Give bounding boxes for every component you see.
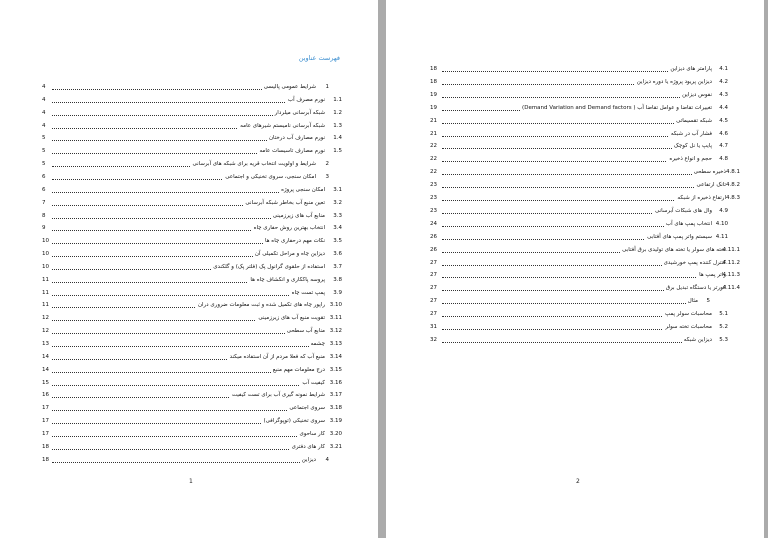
dot-leader bbox=[442, 148, 708, 149]
toc-entry-text: مثال bbox=[687, 298, 698, 305]
toc-page-number: 27 bbox=[430, 298, 437, 305]
toc-page-number: 5 bbox=[42, 135, 46, 142]
page-number: 2 bbox=[576, 478, 580, 485]
toc-entry[interactable] bbox=[386, 103, 764, 113]
toc-entry-number: 2 bbox=[325, 161, 329, 168]
toc-entry-text: انتخاب بهترین روش حفاری چاه bbox=[253, 225, 325, 232]
toc-page-number: 12 bbox=[42, 328, 49, 335]
toc-page-number: 17 bbox=[42, 405, 49, 412]
toc-entry[interactable] bbox=[0, 455, 378, 465]
toc-entry-number: 3.14 bbox=[329, 353, 342, 360]
toc-entry-text: سیستم واتر پمپ های آفتابی bbox=[647, 233, 712, 240]
toc-page-number: 5 bbox=[42, 161, 46, 168]
toc-page-number: 23 bbox=[430, 182, 437, 189]
toc-entry-text: سروی اجتماعی bbox=[289, 405, 325, 412]
toc-entry[interactable] bbox=[386, 129, 764, 139]
toc-entry-text: انورتر یا دستگاه تبدیل برق bbox=[665, 285, 726, 292]
page-number: 1 bbox=[189, 478, 193, 485]
toc-entry-text: امکان سنجی پروژه bbox=[281, 186, 325, 193]
dot-leader bbox=[52, 385, 321, 386]
toc-entry[interactable] bbox=[386, 167, 764, 177]
toc-entry-number: 3.20 bbox=[329, 430, 342, 437]
toc-entry[interactable] bbox=[386, 322, 764, 332]
toc-entry[interactable] bbox=[0, 211, 378, 221]
dot-leader bbox=[442, 174, 722, 175]
dot-leader bbox=[52, 436, 321, 437]
toc-entry-number: 4.6 bbox=[719, 130, 728, 137]
toc-entry-number: 4.8.1 bbox=[726, 169, 740, 176]
toc-entry[interactable] bbox=[0, 146, 378, 156]
toc-page-number: 22 bbox=[430, 143, 437, 150]
toc-entry-number: 4.11.4 bbox=[722, 285, 740, 292]
toc-entry-number: 5.3 bbox=[719, 336, 728, 343]
dot-leader bbox=[442, 303, 694, 304]
toc-entry[interactable] bbox=[0, 121, 378, 131]
toc-entry-number: 3.18 bbox=[329, 405, 342, 412]
toc-entry-number: 3.17 bbox=[329, 392, 342, 399]
toc-entry[interactable] bbox=[0, 442, 378, 452]
toc-entry-number: 5.2 bbox=[719, 324, 728, 330]
toc-entry-number: 3.6 bbox=[333, 251, 342, 258]
toc-entry-number: 3 bbox=[325, 173, 329, 180]
toc-page-number: 7 bbox=[42, 199, 46, 206]
toc-entry-number: 4.11 bbox=[715, 233, 728, 240]
toc-entry-text: شرایط عمومی پالیسی bbox=[263, 84, 316, 90]
toc-entry-text: پارامتر های دیزاین bbox=[670, 66, 712, 72]
toc-entry[interactable] bbox=[0, 198, 378, 208]
toc-page-number: 26 bbox=[430, 246, 437, 253]
toc-entry[interactable] bbox=[0, 108, 378, 118]
toc-entry[interactable] bbox=[386, 258, 764, 268]
toc-page-number: 26 bbox=[430, 233, 437, 240]
dot-leader bbox=[52, 410, 321, 411]
toc-entry[interactable] bbox=[386, 90, 764, 100]
toc-page-number: 11 bbox=[42, 276, 49, 283]
toc-entry-text: پروسه پاککاری و انکشاف چاه ها bbox=[250, 276, 325, 283]
toc-page-number: 17 bbox=[42, 418, 49, 425]
toc-entry-number: 4.2 bbox=[719, 78, 728, 85]
toc-entry-number: 3.7 bbox=[333, 263, 342, 270]
toc-entry-number: 4.7 bbox=[719, 143, 728, 150]
toc-entry[interactable] bbox=[0, 288, 378, 298]
toc-entry-number: 4.8.2 bbox=[726, 182, 740, 189]
toc-entry-number: 3.15 bbox=[329, 366, 342, 373]
toc-entry-number: 1.3 bbox=[333, 122, 342, 129]
dot-leader bbox=[52, 462, 312, 463]
toc-entry-number: 4.1 bbox=[719, 66, 728, 72]
dot-leader bbox=[52, 333, 321, 334]
toc-page-number: 4 bbox=[42, 96, 46, 103]
toc-title: فهرست عناوین bbox=[298, 54, 340, 62]
toc-entry-number: 4.11.3 bbox=[722, 272, 740, 279]
toc-entry-text: محاسبات تخته سولر bbox=[665, 324, 712, 330]
toc-page-number: 5 bbox=[42, 148, 46, 155]
toc-page-number: 14 bbox=[42, 366, 49, 373]
toc-entry[interactable] bbox=[386, 154, 764, 164]
toc-entry-text: واتر پمپ ها bbox=[699, 272, 726, 279]
toc-entry[interactable] bbox=[0, 172, 378, 182]
toc-entry-number: 1.1 bbox=[333, 96, 342, 103]
toc-entry-number: 1.5 bbox=[333, 148, 342, 155]
toc-entry-text: شبکه تقسیماتی bbox=[676, 117, 712, 124]
toc-entry[interactable] bbox=[386, 141, 764, 151]
dot-leader bbox=[442, 187, 722, 188]
toc-entry-number: 4 bbox=[325, 456, 329, 463]
toc-page-number: 17 bbox=[42, 430, 49, 437]
toc-entry[interactable] bbox=[386, 296, 764, 306]
toc-entry-text: کار های دفتری bbox=[291, 443, 325, 450]
toc-entry[interactable] bbox=[386, 77, 764, 87]
toc-page-number: 4 bbox=[42, 122, 46, 129]
toc-entry-text: نورم مصرف آب bbox=[287, 96, 325, 103]
toc-page-number: 23 bbox=[430, 195, 437, 201]
toc-entry[interactable] bbox=[386, 219, 764, 229]
toc-entry-text: تقویت منبع آب های زیرزمینی bbox=[258, 315, 325, 322]
toc-page-number: 31 bbox=[430, 324, 437, 330]
toc-entry-number: 3.13 bbox=[329, 341, 342, 347]
toc-entry-text: درج معلومات مهم منبع bbox=[272, 366, 325, 373]
dot-leader bbox=[442, 277, 722, 278]
toc-entry-text: پمپ تست چاه bbox=[291, 289, 325, 296]
toc-page-number: 18 bbox=[42, 443, 49, 450]
toc-entry-number: 4.4 bbox=[719, 104, 728, 111]
toc-page-number: 19 bbox=[430, 91, 437, 98]
toc-entry[interactable] bbox=[0, 223, 378, 233]
toc-entry-number: 3.19 bbox=[329, 418, 342, 425]
toc-page-number: 21 bbox=[430, 117, 437, 124]
toc-entry-number: 3.21 bbox=[329, 443, 342, 450]
toc-page-number: 27 bbox=[430, 272, 437, 279]
toc-page-number: 22 bbox=[430, 169, 437, 176]
toc-entry[interactable] bbox=[386, 64, 764, 74]
toc-page-number: 6 bbox=[42, 186, 46, 193]
toc-entry-number: 1.4 bbox=[333, 135, 342, 142]
toc-entry[interactable] bbox=[386, 245, 764, 255]
toc-entry[interactable] bbox=[0, 236, 378, 246]
toc-entry-text: تغییرات تقاضا و عوامل تقاضا آب ( Demand Variation and Demand factors) bbox=[522, 104, 712, 111]
toc-entries bbox=[386, 0, 764, 538]
toc-entry-number: 3.11 bbox=[329, 315, 342, 322]
toc-entry-text: ذخیره سطحی bbox=[693, 169, 726, 176]
document-page-1 bbox=[0, 0, 378, 538]
toc-entry[interactable] bbox=[0, 249, 378, 259]
toc-entry-text: منبع آب که فعلا مردم از آن استفاده میکند bbox=[229, 353, 325, 360]
toc-page-number: 8 bbox=[42, 212, 46, 219]
toc-page-number: 4 bbox=[42, 84, 46, 90]
toc-entry-text: کیفیت آب bbox=[302, 379, 325, 386]
toc-entry-text: نورم مصارف آب درختان bbox=[268, 135, 325, 142]
toc-page-number: 27 bbox=[430, 285, 437, 292]
toc-entry-number: 3.1 bbox=[333, 186, 342, 193]
toc-entry-number: 4.11.1 bbox=[722, 246, 740, 253]
toc-entry-number: 4.8.3 bbox=[726, 195, 740, 201]
toc-entry[interactable] bbox=[0, 326, 378, 336]
toc-page-number: 27 bbox=[430, 311, 437, 318]
toc-entry[interactable] bbox=[0, 275, 378, 285]
toc-page-number: 10 bbox=[42, 238, 49, 245]
toc-entry[interactable] bbox=[386, 270, 764, 280]
toc-entry-text: نورم مصارف تاسیسات عامه bbox=[259, 148, 325, 155]
toc-entry[interactable] bbox=[0, 95, 378, 105]
toc-entry-text: شبکه آبرسانی میلردار bbox=[274, 109, 325, 116]
document-page-2 bbox=[386, 0, 764, 538]
toc-entry-text: وال های شبکات آبرسانی bbox=[655, 207, 712, 214]
toc-entry-text: دیزاین bbox=[301, 456, 316, 463]
toc-page-number: 18 bbox=[430, 78, 437, 85]
toc-entry[interactable] bbox=[386, 116, 764, 126]
toc-page-number: 4 bbox=[42, 109, 46, 116]
toc-entry-number: 4.3 bbox=[719, 91, 728, 98]
toc-entry[interactable] bbox=[0, 403, 378, 413]
dot-leader bbox=[442, 342, 708, 343]
toc-entry-text: چشمه bbox=[310, 341, 325, 347]
toc-entry-text: حجم و انواع ذخیره bbox=[669, 156, 712, 163]
toc-entry-number: 3.12 bbox=[329, 328, 342, 335]
toc-entry-text: راپور چاه های تکمیل شده و ثبت معلومات ضروری دران bbox=[197, 302, 325, 309]
toc-entry-number: 1.2 bbox=[333, 109, 342, 116]
toc-entry-text: استفاده از حلقوی گرانول پک (فلتر پک) و گلکندی bbox=[213, 263, 325, 270]
toc-page-number: 12 bbox=[42, 315, 49, 322]
toc-entry[interactable] bbox=[0, 378, 378, 388]
toc-entry[interactable] bbox=[386, 335, 764, 345]
toc-page-number: 27 bbox=[430, 259, 437, 266]
toc-entry[interactable] bbox=[0, 429, 378, 439]
toc-entry-number: 5.1 bbox=[719, 311, 728, 318]
toc-entry-text: منابع آب های زیرزمینی bbox=[272, 212, 325, 219]
toc-page-number: 10 bbox=[42, 263, 49, 270]
toc-page-number: 9 bbox=[42, 225, 46, 232]
toc-entry-text: نکات مهم درحفاری چاه ها bbox=[264, 238, 325, 245]
dot-leader bbox=[52, 346, 321, 347]
toc-entry-text: دیزاین چاه و مراحل تکمیلی آن bbox=[254, 251, 325, 258]
toc-entry-text: دیزاین پریود پروژه یا دوره دیزاین bbox=[636, 78, 712, 85]
toc-entry-text: شرایط نمونه گیری آب برای تست کیفیت bbox=[231, 392, 325, 399]
toc-entry-number: 3.9 bbox=[333, 289, 342, 296]
dot-leader bbox=[52, 102, 321, 103]
toc-entry-number: 4.9 bbox=[719, 207, 728, 214]
toc-entry[interactable] bbox=[0, 185, 378, 195]
toc-entry-number: 4.5 bbox=[719, 117, 728, 124]
toc-entry-text: فشار آب در شبکه bbox=[670, 130, 712, 137]
toc-entry-number: 4.8 bbox=[719, 156, 728, 163]
toc-page-number: 18 bbox=[430, 66, 437, 72]
toc-entry[interactable] bbox=[0, 339, 378, 349]
toc-page-number: 32 bbox=[430, 336, 437, 343]
toc-page-number: 13 bbox=[42, 341, 49, 347]
toc-entry[interactable] bbox=[0, 133, 378, 143]
toc-page-number: 18 bbox=[42, 456, 49, 463]
toc-page-number: 11 bbox=[42, 302, 49, 309]
toc-entry-text: تخته های سولر یا تخته های تولیدی برق آفتابی bbox=[622, 246, 726, 253]
toc-entry[interactable] bbox=[0, 262, 378, 272]
toc-page-number: 19 bbox=[430, 104, 437, 111]
toc-entry-text: سروی تخنیکی (توپوگرافی) bbox=[263, 418, 325, 425]
toc-page-number: 11 bbox=[42, 289, 49, 296]
toc-entry[interactable] bbox=[386, 283, 764, 293]
toc-entry[interactable] bbox=[0, 82, 378, 92]
toc-entry-number: 5 bbox=[706, 298, 710, 305]
toc-page-number: 21 bbox=[430, 130, 437, 137]
toc-entry-text: کنترل کننده پمپ خورشیدی bbox=[663, 259, 726, 266]
toc-entry[interactable] bbox=[386, 180, 764, 190]
toc-page-number: 10 bbox=[42, 251, 49, 258]
toc-entry-number: 3.16 bbox=[329, 379, 342, 386]
toc-entry-number: 1 bbox=[325, 84, 329, 90]
toc-entry-text: کار ساحوی bbox=[299, 430, 325, 437]
toc-page-number: 23 bbox=[430, 207, 437, 214]
toc-entry-text: نفوس دیزاین bbox=[682, 91, 712, 98]
toc-entry[interactable] bbox=[386, 206, 764, 216]
toc-entry-number: 3.8 bbox=[333, 276, 342, 283]
toc-entry-number: 3.2 bbox=[333, 199, 342, 206]
toc-entry-text: شرایط و اولویت انتخاب قریه برای شبکه های آبرسانی bbox=[192, 161, 316, 168]
toc-entry[interactable] bbox=[0, 390, 378, 400]
toc-entry[interactable] bbox=[0, 365, 378, 375]
toc-entries bbox=[0, 0, 378, 538]
toc-page-number: 15 bbox=[42, 379, 49, 386]
toc-entry-text: ارتفاع ذخیره از شبکه bbox=[677, 195, 726, 201]
toc-entry[interactable] bbox=[386, 193, 764, 203]
toc-entry-text: منابع آب سطحی bbox=[286, 328, 325, 335]
toc-entry-text: انتخاب پمپ های آب bbox=[665, 220, 712, 227]
dot-leader bbox=[52, 449, 321, 450]
toc-entry-number: 3.4 bbox=[333, 225, 342, 232]
toc-entry-text: محاسبات سولر پمپ bbox=[664, 311, 712, 318]
toc-entry-number: 4.11.2 bbox=[722, 259, 740, 266]
toc-entry-number: 3.5 bbox=[333, 238, 342, 245]
toc-entry-number: 3.3 bbox=[333, 212, 342, 219]
toc-entry[interactable] bbox=[386, 232, 764, 242]
toc-page-number: 16 bbox=[42, 392, 49, 399]
toc-page-number: 22 bbox=[430, 156, 437, 163]
dot-leader bbox=[52, 295, 321, 296]
toc-entry-text: دیزاین شبکه bbox=[683, 336, 712, 343]
dot-leader bbox=[442, 97, 708, 98]
toc-entry[interactable] bbox=[0, 313, 378, 323]
toc-entry[interactable] bbox=[0, 300, 378, 310]
toc-entry[interactable] bbox=[386, 309, 764, 319]
toc-entry[interactable] bbox=[0, 159, 378, 169]
toc-entry-text: تانک ارتفاعی bbox=[696, 182, 726, 189]
toc-entry-number: 3.10 bbox=[329, 302, 342, 309]
toc-entry-number: 4.10 bbox=[715, 220, 728, 227]
toc-entry-text: شبکه آبرسانی نامیستم شیرهای عامه bbox=[240, 122, 325, 129]
toc-entry[interactable] bbox=[0, 416, 378, 426]
toc-page-number: 14 bbox=[42, 353, 49, 360]
toc-entry-text: تعین منبع آب بخاطر شبکه آبرسانی bbox=[245, 199, 325, 206]
toc-entry-text: پایپ یا نل کوچک bbox=[673, 143, 712, 150]
toc-entry[interactable] bbox=[0, 352, 378, 362]
toc-entry-text: امکان سنجی، سروی تخنیکی و اجتماعی bbox=[225, 173, 316, 180]
toc-page-number: 24 bbox=[430, 220, 437, 227]
toc-page-number: 6 bbox=[42, 173, 46, 180]
dot-leader bbox=[442, 123, 708, 124]
